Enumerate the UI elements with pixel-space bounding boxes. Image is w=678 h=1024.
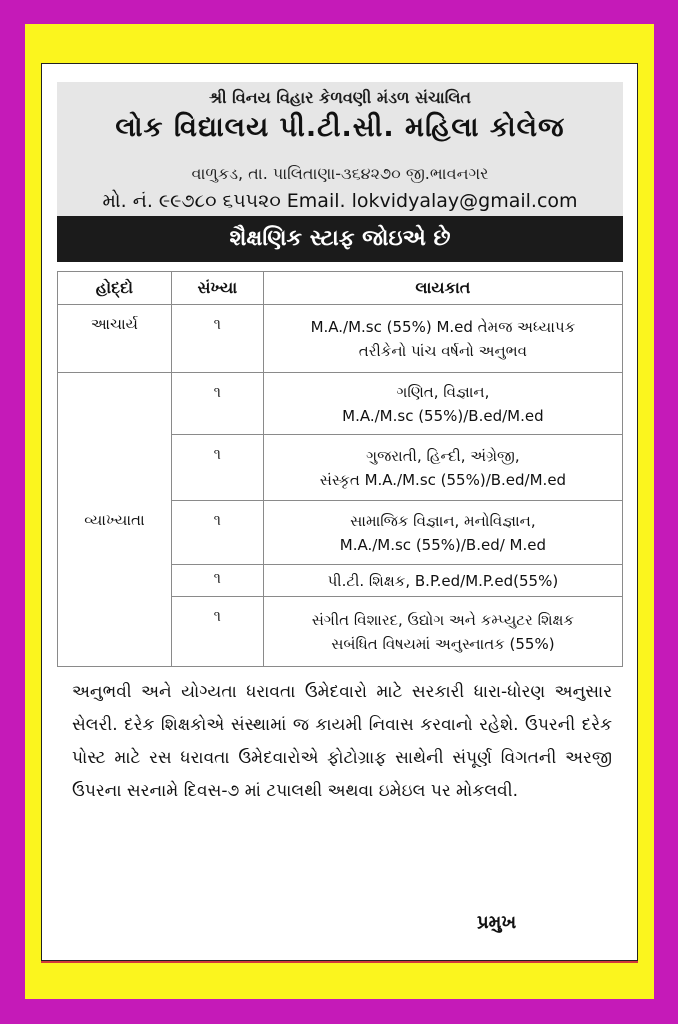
post-cell: વ્યાખ્યાતા (58, 373, 172, 667)
table-row (58, 373, 623, 435)
col-header-post: હોદ્દો (58, 272, 172, 305)
qualification-cell (263, 597, 622, 667)
qualification-line: પી.ટી. શિક્ષક, B.P.ed/M.P.ed(55%) (327, 571, 559, 590)
qualification-cell (263, 565, 622, 597)
table-header-row (58, 272, 623, 305)
count-cell: ૧ (171, 373, 263, 435)
qualification-line: M.A./M.sc (55%)/B.ed/ M.ed (339, 535, 547, 554)
count-cell: ૧ (171, 565, 263, 597)
qualification-line: સબંધિત વિષયમાં અનુસ્નાતક (55%) (331, 634, 555, 653)
signature-president: પ્રમુખ (477, 912, 517, 933)
notice-body-text: અનુભવી અને યોગ્યતા ધરાવતા ઉમેદવારો માટે સરકારી ધારા-ધોરણ અનુસાર સેલરી. દરેક શિક્ષકોએ સંસ્થામાં જ કાયમી નિવાસ કરવાનો રહેશે. ઉપરની દરેક પોસ્ટ માટે રસ ધરાવતા ઉમેદવારોએ ફોટોગ્રાફ સાથેની સંપૂર્ણ વિગતની અરજી ઉપરના સરનામે દિવસ-૭ માં ટપાલથી અથવા ઇમેઇલ પર મોકલવી. (72, 682, 612, 801)
college-header (57, 82, 623, 228)
count-cell: ૧ (171, 501, 263, 565)
count-cell: ૧ (171, 435, 263, 501)
qualification-line: ગુજરાતી, હિન્દી, અંગ્રેજી, (366, 446, 520, 465)
college-address: વાળુકડ, તા. પાલિતાણા-૩૬૪૨૭૦ જી.ભાવનગર (191, 164, 489, 183)
qualification-line: ગણિત, વિજ્ઞાન, (396, 382, 490, 401)
notice-paper (41, 63, 638, 961)
qualification-line: M.A./M.sc (55%)/B.ed/M.ed (342, 406, 544, 425)
table-row (58, 305, 623, 373)
post-cell: આચાર્ય (58, 305, 172, 373)
qualification-cell (263, 373, 622, 435)
college-contact: મો. નં. ૯૯૭૮૦ ૬૫૫૨૦ Email. lokvidyalay@gmail.com (102, 190, 578, 212)
qualification-line: સંસ્કૃત M.A./M.sc (55%)/B.ed/M.ed (319, 470, 567, 489)
header-subtitle: શ્રી વિનય વિહાર કેળવણી મંડળ સંચાલિત (208, 88, 472, 107)
count-cell: ૧ (171, 305, 263, 373)
qualification-cell (263, 501, 622, 565)
qualification-cell (263, 435, 622, 501)
col-header-qualification: લાયકાત (263, 272, 622, 305)
qualification-line: સંગીત વિશારદ, ઉદ્યોગ અને કમ્પ્યુટર શિક્ષક (311, 610, 575, 629)
count-cell: ૧ (171, 597, 263, 667)
recruitment-banner: શૈક્ષણિક સ્ટાફ જોઇએ છે (57, 216, 623, 262)
college-title: લોક વિદ્યાલય પી.ટી.સી. મહિલા કોલેજ (115, 112, 565, 143)
qualification-line: M.A./M.sc (55%) M.ed તેમજ અધ્યાપક (310, 317, 576, 336)
qualification-line: સામાજિક વિજ્ઞાન, મનોવિજ્ઞાન, (350, 511, 536, 530)
staff-table (57, 271, 623, 667)
qualification-line: તરીકેનો પાંચ વર્ષનો અનુભવ (358, 341, 527, 360)
qualification-cell (263, 305, 622, 373)
col-header-count: સંખ્યા (171, 272, 263, 305)
